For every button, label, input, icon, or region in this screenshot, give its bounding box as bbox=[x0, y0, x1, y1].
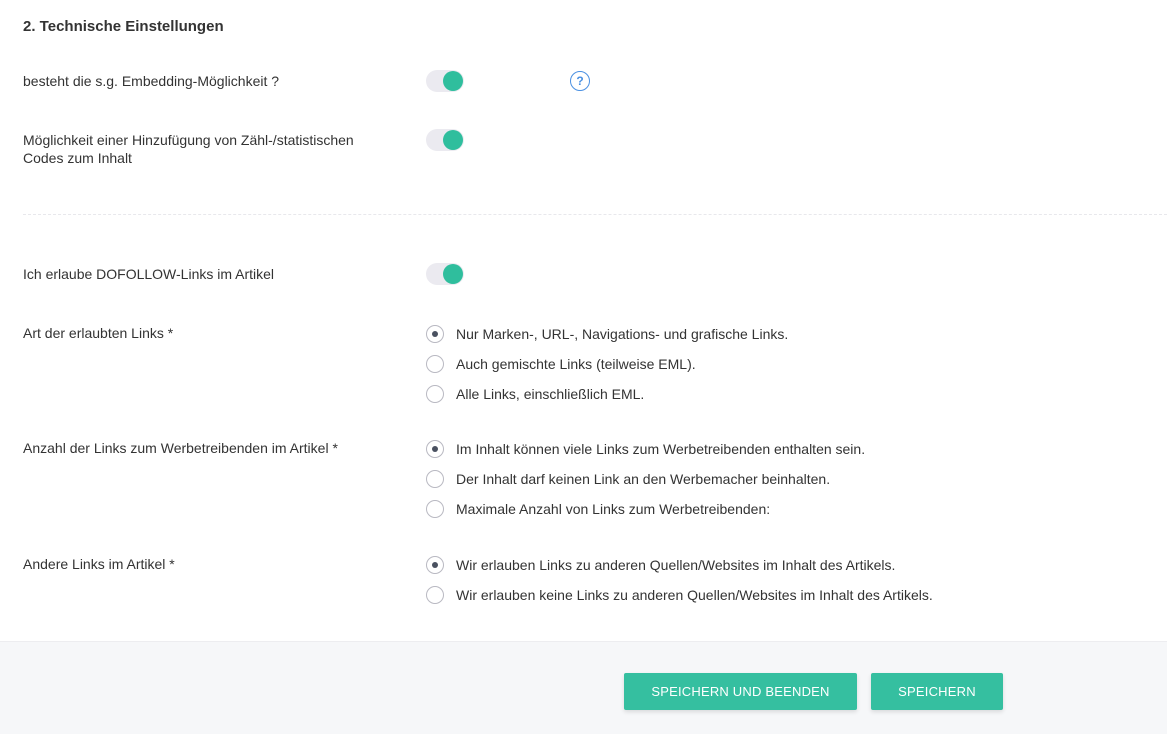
toggle-knob bbox=[443, 71, 463, 91]
save-button[interactable]: SPEICHERN bbox=[871, 673, 1003, 710]
section-title: 2. Technische Einstellungen bbox=[23, 18, 224, 35]
save-and-exit-button[interactable]: SPEICHERN UND BEENDEN bbox=[624, 673, 857, 710]
advertiser-links-option-1[interactable] bbox=[426, 440, 865, 458]
tracking-codes-label bbox=[23, 131, 354, 167]
toggle-knob bbox=[443, 264, 463, 284]
embedding-label: besteht die s.g. Embedding-Möglichkeit ? bbox=[23, 73, 280, 89]
dofollow-toggle[interactable] bbox=[426, 263, 464, 285]
link-type-label: Art der erlaubten Links * bbox=[23, 325, 174, 341]
radio-label: Im Inhalt können viele Links zum Werbetreibenden enthalten sein. bbox=[456, 441, 866, 457]
advertiser-links-option-3[interactable] bbox=[426, 500, 770, 518]
tracking-codes-label-line1: Möglichkeit einer Hinzufügung von Zähl-/statistischen bbox=[23, 132, 354, 148]
radio-label: Wir erlauben keine Links zu anderen Quellen/Websites im Inhalt des Artikels. bbox=[456, 587, 933, 603]
other-links-label: Andere Links im Artikel * bbox=[23, 556, 175, 572]
dofollow-label: Ich erlaube DOFOLLOW-Links im Artikel bbox=[23, 266, 275, 282]
question-circle-icon[interactable] bbox=[570, 71, 590, 91]
advertiser-links-count-label: Anzahl der Links zum Werbetreibenden im Artikel * bbox=[23, 440, 338, 456]
radio-button[interactable] bbox=[426, 470, 444, 488]
toggle-knob bbox=[443, 130, 463, 150]
advertiser-links-option-2[interactable] bbox=[426, 470, 830, 488]
embedding-toggle[interactable] bbox=[426, 70, 464, 92]
radio-label: Maximale Anzahl von Links zum Werbetreibenden: bbox=[456, 501, 771, 517]
other-links-option-1[interactable] bbox=[426, 556, 895, 574]
section-divider bbox=[23, 214, 1167, 215]
radio-label: Alle Links, einschließlich EML. bbox=[456, 386, 645, 402]
radio-button[interactable] bbox=[426, 325, 444, 343]
radio-label: Der Inhalt darf keinen Link an den Werbemacher beinhalten. bbox=[456, 471, 831, 487]
link-type-option-1[interactable] bbox=[426, 325, 788, 343]
radio-button[interactable] bbox=[426, 586, 444, 604]
radio-label: Auch gemischte Links (teilweise EML). bbox=[456, 356, 696, 372]
link-type-option-2[interactable] bbox=[426, 355, 696, 373]
radio-button[interactable] bbox=[426, 500, 444, 518]
radio-button[interactable] bbox=[426, 556, 444, 574]
radio-button[interactable] bbox=[426, 440, 444, 458]
radio-label: Wir erlauben Links zu anderen Quellen/Websites im Inhalt des Artikels. bbox=[456, 557, 896, 573]
radio-label: Nur Marken-, URL-, Navigations- und grafische Links. bbox=[456, 326, 789, 342]
radio-button[interactable] bbox=[426, 355, 444, 373]
other-links-option-2[interactable] bbox=[426, 586, 933, 604]
tracking-codes-label-line2: Codes zum Inhalt bbox=[23, 150, 132, 166]
help-glyph: ? bbox=[576, 74, 584, 88]
link-type-option-3[interactable] bbox=[426, 385, 644, 403]
tracking-codes-toggle[interactable] bbox=[426, 129, 464, 151]
radio-button[interactable] bbox=[426, 385, 444, 403]
